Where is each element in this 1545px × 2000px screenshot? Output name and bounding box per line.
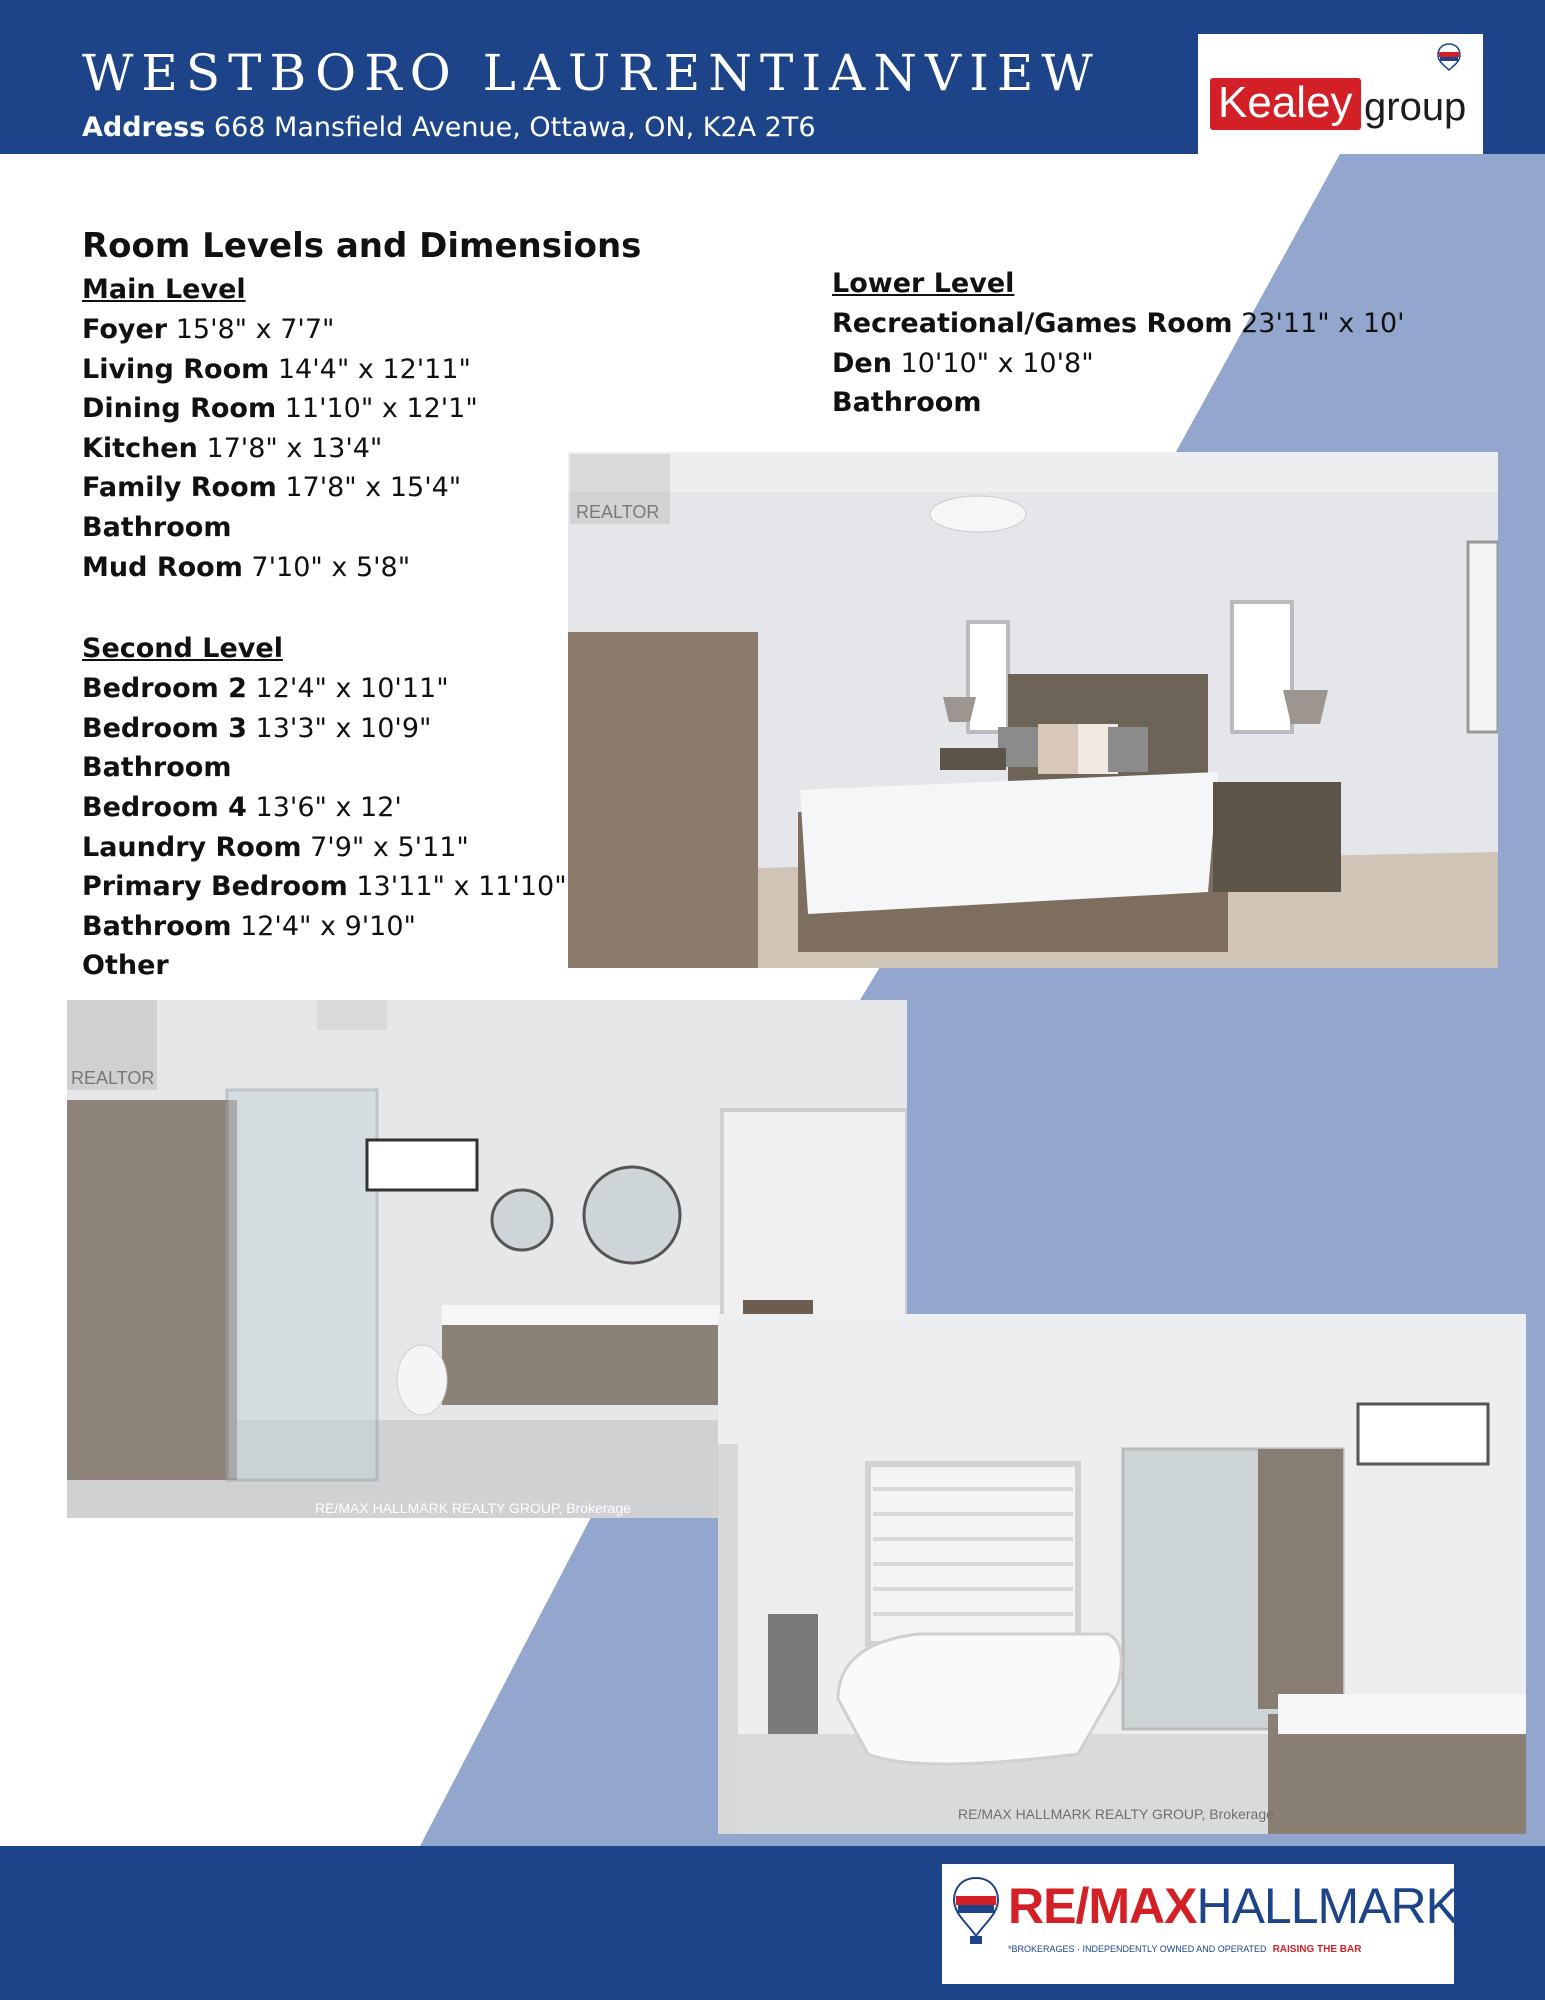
- room-row: [82, 468, 567, 508]
- lower-level-column: [832, 264, 1405, 423]
- tagline-text: *BROKERAGES · INDEPENDENTLY OWNED AND OPERATED: [1008, 1944, 1267, 1954]
- room-name: Bathroom: [82, 752, 232, 784]
- room-row: [832, 344, 1405, 384]
- room-row: [82, 788, 567, 828]
- room-row: [82, 548, 567, 588]
- page-title: WESTBORO LAURENTIANVIEW: [82, 44, 1101, 102]
- room-row: [82, 946, 567, 986]
- bedroom-photo: [568, 452, 1498, 968]
- room-row: [82, 350, 567, 390]
- room-dims: 7'10" x 5'8": [242, 551, 411, 583]
- room-dims: 23'11" x 10': [1232, 308, 1405, 339]
- room-row: [82, 748, 567, 788]
- room-row: [832, 304, 1405, 344]
- room-row: [82, 828, 567, 868]
- room-name: Bathroom: [832, 387, 982, 419]
- room-row: [82, 429, 567, 469]
- hallmark-word: HALLMARK: [1196, 1878, 1458, 1934]
- realtor-mark: REALTOR: [71, 1068, 155, 1088]
- room-name: Bathroom: [82, 910, 232, 942]
- section-title: Room Levels and Dimensions: [82, 226, 642, 266]
- room-name: Primary Bedroom: [82, 871, 348, 903]
- room-row: [832, 383, 1405, 423]
- remax-word: RE/MAX: [1008, 1878, 1197, 1934]
- room-name: Bathroom: [82, 511, 232, 543]
- room-name: Kitchen: [82, 432, 198, 464]
- brokerage-watermark: RE/MAX HALLMARK REALTY GROUP, Brokerage: [958, 1806, 1274, 1822]
- room-name: Foyer: [82, 314, 168, 345]
- room-row: [82, 310, 567, 350]
- room-dims: 17'8" x 13'4": [197, 432, 383, 464]
- room-name: Dining Room: [82, 393, 277, 425]
- address-value: 668 Mansfield Avenue, Ottawa, ON, K2A 2T6: [205, 112, 816, 143]
- room-dims: 12'4" x 10'11": [246, 673, 449, 705]
- room-dims: 17'8" x 15'4": [276, 472, 462, 504]
- room-name: Bedroom 4: [82, 791, 247, 823]
- room-row: [82, 669, 567, 709]
- room-name: Den: [832, 347, 892, 379]
- kealey-group-logo: [1198, 34, 1483, 154]
- second-level-heading: Second Level: [82, 633, 283, 665]
- remax-hallmark-wordmark: [1008, 1878, 1458, 1934]
- group-word: group: [1364, 85, 1467, 129]
- realtor-mark: REALTOR: [576, 502, 660, 522]
- lower-level-heading: Lower Level: [832, 268, 1015, 299]
- address-line: [82, 112, 816, 143]
- room-name: Recreational/Games Room: [832, 308, 1233, 339]
- room-dims: 15'8" x 7'7": [167, 314, 335, 345]
- room-row: [82, 867, 567, 907]
- room-dims: 10'10" x 10'8": [891, 347, 1094, 379]
- room-dims: 13'11" x 11'10": [347, 871, 567, 903]
- room-dims: 11'10" x 12'1": [276, 393, 478, 425]
- room-row: [82, 907, 567, 947]
- slogan-text: RAISING THE BAR: [1272, 1944, 1362, 1955]
- main-level-heading: Main Level: [82, 274, 246, 305]
- room-name: Living Room: [82, 353, 270, 385]
- room-dims: 14'4" x 12'11": [269, 353, 471, 385]
- room-name: Bedroom 2: [82, 673, 247, 705]
- left-room-column: [82, 270, 567, 986]
- room-dims: 7'9" x 5'11": [301, 831, 469, 863]
- room-dims: 13'6" x 12': [246, 791, 402, 823]
- kealey-word: Kealey: [1210, 78, 1361, 130]
- room-row: [82, 508, 567, 548]
- remax-balloon-icon: [1434, 42, 1464, 72]
- room-name: Mud Room: [82, 551, 243, 583]
- room-row: [82, 389, 567, 429]
- room-dims: 13'3" x 10'9": [246, 712, 432, 744]
- room-name: Laundry Room: [82, 831, 302, 863]
- room-dims: 12'4" x 9'10": [231, 910, 416, 942]
- address-label: Address: [82, 112, 206, 143]
- room-row: [82, 709, 567, 749]
- room-name: Family Room: [82, 472, 277, 504]
- brokerage-watermark: RE/MAX HALLMARK REALTY GROUP, Brokerage: [315, 1500, 631, 1516]
- room-name: Bedroom 3: [82, 712, 247, 744]
- remax-tagline: [1008, 1944, 1361, 1955]
- room-name: Other: [82, 950, 169, 982]
- remax-balloon-icon: [950, 1876, 1002, 1946]
- bathroom-tub-photo: [718, 1314, 1526, 1834]
- remax-hallmark-logo: [942, 1864, 1458, 1984]
